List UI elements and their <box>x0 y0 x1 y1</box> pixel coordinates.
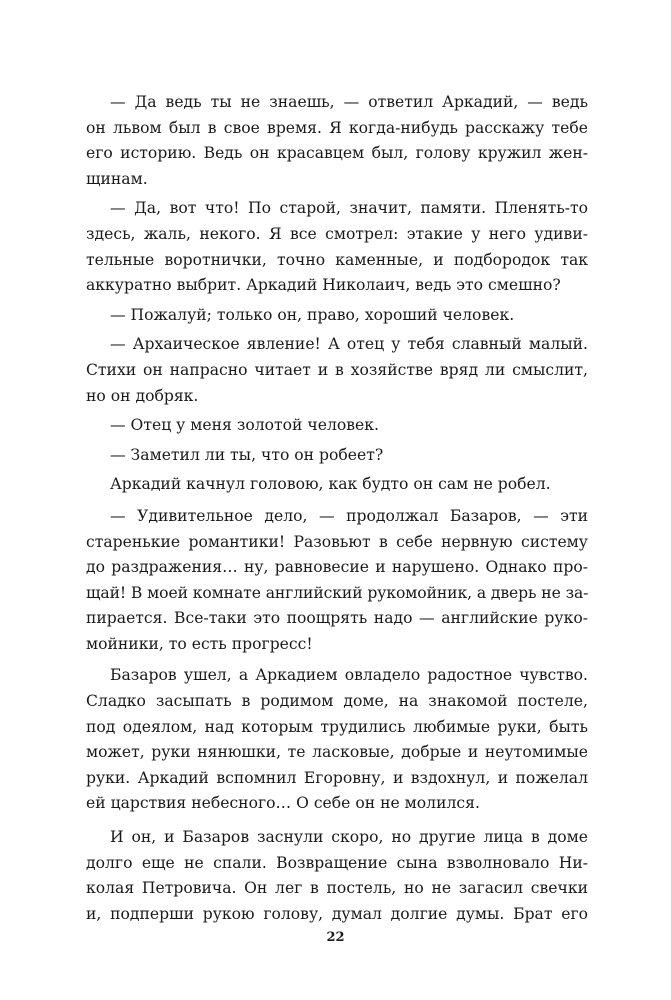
paragraph <box>86 825 588 927</box>
text-line: тельные воротнички, точно каменные, и подбородок так <box>86 250 588 269</box>
text-line: до раздражения… ну, равновесие и нарушено. Однако про- <box>86 558 588 577</box>
paragraph <box>86 663 588 817</box>
text-line: старенькие романтики! Разовьют в себе нервную систему <box>86 532 588 551</box>
text-line: руки. Аркадий вспомнил Егоровну, и вздохнул, и пожелал <box>86 768 588 787</box>
text-line: Сладко засыпать в родимом доме, на знакомой постеле, <box>86 692 588 711</box>
text-line: — Да ведь ты не знаешь, — ответил Аркадий, — ведь <box>110 93 588 111</box>
text-line: пирается. Все-таки это поощрять надо — английские руко- <box>86 609 588 628</box>
text-line: Стихи он напрасно читает и в хозяйстве вряд ли смыслит, <box>86 360 588 379</box>
text-line: мойники, то есть прогресс! <box>86 634 313 653</box>
paragraph <box>86 90 588 192</box>
paragraph-gap <box>86 817 588 825</box>
text-line: здесь, жаль, некого. Я все смотрел: этакие у него удиви- <box>86 224 588 243</box>
text-line: — Архаическое явление! А отец у тебя славный малый. <box>110 335 588 354</box>
text-line: — Заметил ли ты, что он робеет? <box>110 445 384 464</box>
paragraph <box>86 413 588 439</box>
text-line: его историю. Ведь он красавцем был, голову кружил жен- <box>86 144 588 163</box>
text-line: Аркадий качнул головою, как будто он сам не робел. <box>110 475 551 494</box>
page-number: 22 <box>326 930 345 945</box>
paragraph <box>86 443 588 469</box>
paragraph <box>86 332 588 409</box>
text-line: ей царствия небесного… О себе он не молился. <box>86 794 480 813</box>
text-line: — Удивительное дело, — продолжал Базаров, — эти <box>110 506 588 525</box>
paragraph <box>86 196 588 298</box>
text-line: аккуратно выбрит. Аркадий Николаич, ведь это смешно? <box>86 276 561 295</box>
paragraph <box>86 303 588 329</box>
text-line: он львом был в свое время. Я когда-нибудь расскажу тебе <box>86 118 588 137</box>
text-line: — Да, вот что! По старой, значит, памяти. Пленять-то <box>110 199 588 218</box>
paragraph <box>86 504 588 658</box>
text-line: Базаров ушел, а Аркадием овладело радостное чувство. <box>110 666 588 685</box>
text-line: щай! В моей комнате английский рукомойник, а дверь не за- <box>86 583 589 602</box>
text-line: И он, и Базаров заснули скоро, но другие лица в доме <box>110 828 588 847</box>
text-line: но он добряк. <box>86 386 199 405</box>
text-line: долго еще не спали. Возвращение сына взволновало Ни- <box>86 853 588 872</box>
text-line: колая Петровича. Он лег в постель, но не загасил свечки <box>86 879 588 898</box>
text-line: под одеялом, над которым трудились любимые руки, быть <box>86 717 588 736</box>
text-body <box>86 90 588 927</box>
text-line: — Отец у меня золотой человек. <box>110 416 379 435</box>
text-line: щинам. <box>86 169 148 188</box>
text-line: и, подперши рукою голову, думал долгие думы. Брат его <box>86 904 588 923</box>
paragraph <box>86 472 588 498</box>
text-line: может, руки нянюшки, те ласковые, добрые и неутомимые <box>86 743 588 762</box>
text-line: — Пожалуй; только он, право, хороший человек. <box>110 305 515 324</box>
